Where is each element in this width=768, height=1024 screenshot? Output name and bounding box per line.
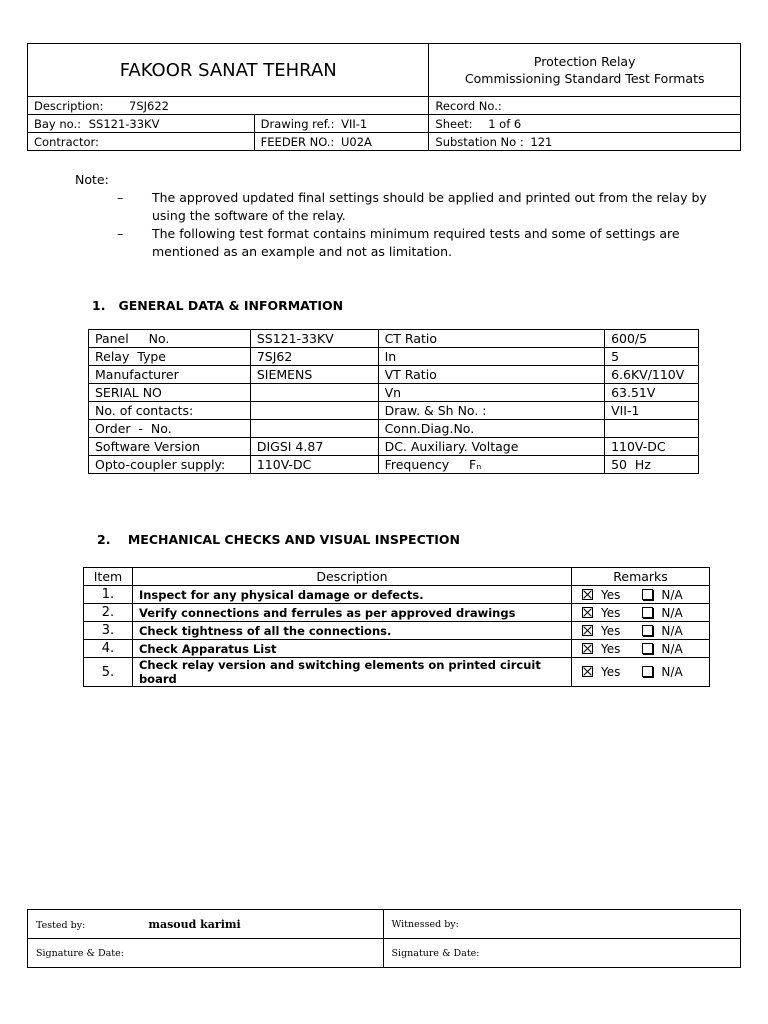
note-label: Note: — [75, 172, 109, 187]
check-remarks — [572, 622, 710, 640]
feeder-cell — [254, 133, 429, 151]
general-data-row — [89, 384, 699, 402]
field-label: Frequency Fₙ — [378, 456, 604, 474]
field-label: Relay Type — [89, 348, 251, 366]
field-value: 63.51V — [605, 384, 699, 402]
contractor-label: Contractor: — [34, 134, 99, 149]
yes-label: Yes — [601, 605, 621, 620]
check-description: Check tightness of all the connections. — [132, 622, 571, 640]
general-data-row — [89, 348, 699, 366]
general-data-row — [89, 366, 699, 384]
check-remarks — [572, 658, 710, 687]
section-mechanical-title: 2. MECHANICAL CHECKS AND VISUAL INSPECTION — [97, 532, 461, 547]
substation-label: Substation No : — [435, 134, 524, 149]
field-label: Manufacturer — [89, 366, 251, 384]
check-description: Check Apparatus List — [132, 640, 571, 658]
witness-signature-label: Signature & Date: — [391, 947, 480, 959]
yes-label: Yes — [601, 623, 621, 638]
witness-signature-cell — [383, 939, 740, 968]
general-data-row — [89, 420, 699, 438]
note-item — [75, 225, 715, 261]
record-no-label: Record No.: — [435, 98, 502, 113]
yes-checkbox-checked-icon[interactable] — [582, 607, 593, 618]
na-label: N/A — [661, 641, 683, 656]
field-value: SS121-33KV — [250, 330, 378, 348]
check-item-number: 2. — [84, 604, 133, 622]
bay-cell — [28, 115, 255, 133]
document-title-line2: Commissioning Standard Test Formats — [464, 71, 705, 86]
general-data-table — [88, 329, 699, 474]
yes-label: Yes — [601, 587, 621, 602]
drawing-ref-label: Drawing ref.: — [260, 116, 335, 131]
field-value — [250, 384, 378, 402]
yes-label: Yes — [601, 665, 621, 679]
check-description: Verify connections and ferrules as per approved drawings — [132, 604, 571, 622]
na-label: N/A — [661, 587, 683, 602]
check-description: Check relay version and switching elements on printed circuit board — [132, 658, 571, 687]
na-label: N/A — [661, 605, 683, 620]
field-value: 7SJ62 — [250, 348, 378, 366]
signature-table — [27, 909, 741, 968]
description-cell — [28, 97, 429, 115]
yes-checkbox-checked-icon[interactable] — [582, 666, 593, 677]
field-value: 110V-DC — [605, 438, 699, 456]
check-item-number: 3. — [84, 622, 133, 640]
sheet-value: 1 of 6 — [488, 116, 522, 131]
check-row — [84, 622, 710, 640]
check-row — [84, 658, 710, 687]
note-dash: – — [117, 190, 124, 205]
substation-value: 121 — [530, 134, 553, 149]
bay-label: Bay no.: — [34, 116, 82, 131]
field-label: SERIAL NO — [89, 384, 251, 402]
field-value: 50 Hz — [605, 456, 699, 474]
contractor-cell — [28, 133, 255, 151]
general-data-row — [89, 330, 699, 348]
tester-signature-cell — [28, 939, 384, 968]
general-data-row — [89, 438, 699, 456]
drawing-ref-cell — [254, 115, 429, 133]
general-data-row — [89, 456, 699, 474]
substation-cell — [429, 133, 741, 151]
note-item — [75, 189, 715, 225]
description-label: Description: — [34, 98, 104, 113]
company-name: FAKOOR SANAT TEHRAN — [28, 44, 429, 97]
yes-checkbox-checked-icon[interactable] — [582, 643, 593, 654]
yes-checkbox-checked-icon[interactable] — [582, 589, 593, 600]
field-value: SIEMENS — [250, 366, 378, 384]
note-text: The following test format contains minimum required tests and some of settings are mentioned as an example and not as limitation. — [152, 226, 680, 259]
field-label: Opto-coupler supply: — [89, 456, 251, 474]
description-value: 7SJ622 — [129, 98, 169, 113]
field-label: Order - No. — [89, 420, 251, 438]
check-row — [84, 604, 710, 622]
na-checkbox-icon[interactable] — [642, 666, 653, 677]
check-remarks — [572, 604, 710, 622]
header-item: Item — [84, 568, 133, 586]
check-item-number: 4. — [84, 640, 133, 658]
field-label: VT Ratio — [378, 366, 604, 384]
field-label: DC. Auxiliary. Voltage — [378, 438, 604, 456]
tester-signature-label: Signature & Date: — [36, 947, 124, 959]
field-label: Draw. & Sh No. : — [378, 402, 604, 420]
record-no-cell — [429, 97, 741, 115]
na-label: N/A — [661, 623, 683, 638]
field-value: DIGSI 4.87 — [250, 438, 378, 456]
note-text: The approved updated final settings should be applied and printed out from the relay by using the software of the relay. — [152, 190, 707, 223]
field-value: VII-1 — [605, 402, 699, 420]
tested-by-cell — [28, 910, 384, 939]
tested-by-label: Tested by: — [36, 919, 86, 931]
field-value: 6.6KV/110V — [605, 366, 699, 384]
sheet-label: Sheet: — [435, 116, 473, 131]
witnessed-by-cell — [383, 910, 740, 939]
note-section — [75, 171, 715, 261]
document-title-line1: Protection Relay — [533, 54, 636, 69]
field-value — [250, 420, 378, 438]
field-label: No. of contacts: — [89, 402, 251, 420]
na-label: N/A — [661, 665, 683, 679]
check-row — [84, 640, 710, 658]
check-remarks — [572, 586, 710, 604]
field-label: Vn — [378, 384, 604, 402]
feeder-label: FEEDER NO.: — [260, 134, 335, 149]
field-label: Panel No. — [89, 330, 251, 348]
check-item-number: 1. — [84, 586, 133, 604]
check-remarks — [572, 640, 710, 658]
na-checkbox-icon[interactable] — [642, 643, 653, 654]
feeder-value: U02A — [340, 134, 372, 149]
header-remarks: Remarks — [572, 568, 710, 586]
field-label: CT Ratio — [378, 330, 604, 348]
yes-label: Yes — [601, 641, 621, 656]
field-value: 5 — [605, 348, 699, 366]
field-value: 600/5 — [605, 330, 699, 348]
drawing-ref-value: VII-1 — [341, 116, 368, 131]
yes-checkbox-checked-icon[interactable] — [582, 625, 593, 636]
sheet-cell — [429, 115, 741, 133]
field-value: 110V-DC — [250, 456, 378, 474]
mechanical-checks-table — [83, 567, 710, 687]
section-general-title: 1. GENERAL DATA & INFORMATION — [92, 298, 344, 313]
na-checkbox-icon[interactable] — [642, 625, 653, 636]
note-dash: – — [117, 226, 124, 241]
header-description: Description — [132, 568, 571, 586]
tested-by-name: masoud karimi — [148, 917, 241, 931]
check-item-number: 5. — [84, 658, 133, 687]
field-value — [250, 402, 378, 420]
field-label: Conn.Diag.No. — [378, 420, 604, 438]
na-checkbox-icon[interactable] — [642, 607, 653, 618]
field-value — [605, 420, 699, 438]
witnessed-by-label: Witnessed by: — [391, 918, 459, 930]
field-label: In — [378, 348, 604, 366]
check-description: Inspect for any physical damage or defects. — [132, 586, 571, 604]
general-data-row — [89, 402, 699, 420]
bay-value: SS121-33KV — [88, 116, 160, 131]
check-row — [84, 586, 710, 604]
document-title — [429, 44, 741, 97]
document-header — [27, 43, 741, 151]
na-checkbox-icon[interactable] — [642, 589, 653, 600]
field-label: Software Version — [89, 438, 251, 456]
